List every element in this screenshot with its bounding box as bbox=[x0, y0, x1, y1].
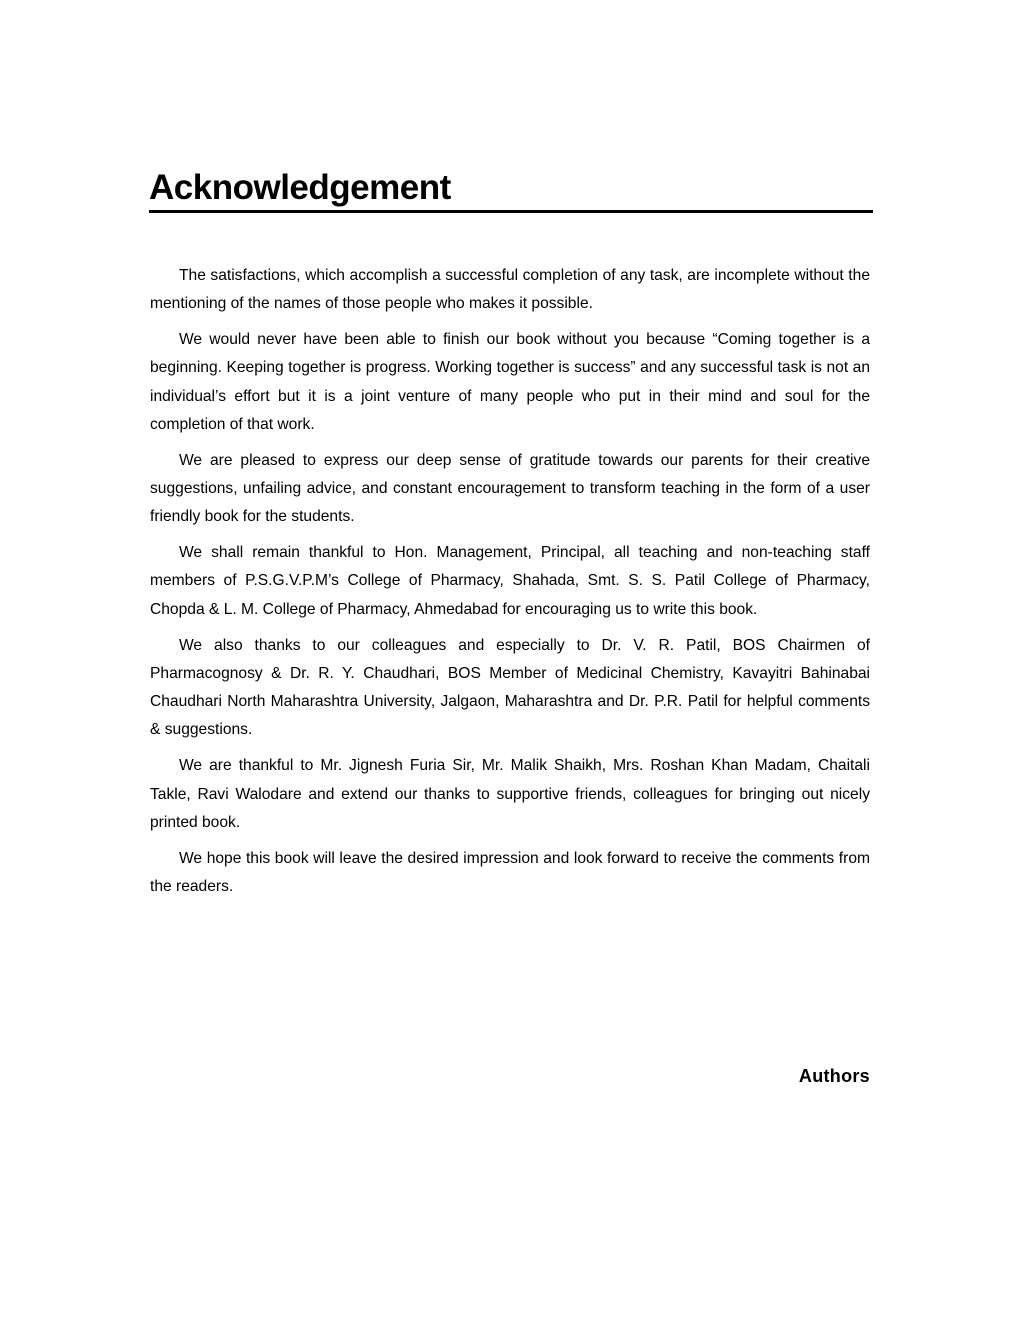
page-title: Acknowledgement bbox=[149, 166, 873, 213]
paragraph: We shall remain thankful to Hon. Management, Principal, all teaching and non-teaching staff members of P.S.G.V.P.M’s College of Pharmacy, Shahada, Smt. S. S. Patil College of Pharmacy, Chopda & L. M. College of Pharmacy, Ahmedabad for encouraging us to write this book. bbox=[150, 544, 870, 618]
paragraph: We would never have been able to finish our book without you because “Coming together is a beginning. Keeping together is progress. Working together is success” and any successful task is not an individual’s effort but it is a joint venture of many people who put in their mind and soul for the completion of that work. bbox=[150, 331, 870, 433]
authors-signature: Authors bbox=[798, 1066, 870, 1086]
paragraph: We are thankful to Mr. Jignesh Furia Sir, Mr. Malik Shaikh, Mrs. Roshan Khan Madam, Chaitali Takle, Ravi Walodare and extend our thanks to supportive friends, colleagues for bringing out nicely printed book. bbox=[150, 757, 870, 831]
paragraph: We also thanks to our colleagues and especially to Dr. V. R. Patil, BOS Chairmen of Pharmacognosy & Dr. R. Y. Chaudhari, BOS Member of Medicinal Chemistry, Kavayitri Bahinabai Chaudhari North Maharashtra University, Jalgaon, Maharashtra and Dr. P.R. Patil for helpful comments & suggestions. bbox=[150, 636, 870, 739]
acknowledgement-body bbox=[150, 262, 870, 909]
paragraph: The satisfactions, which accomplish a successful completion of any task, are incomplete without the mentioning of the names of those people who makes it possible. bbox=[150, 267, 870, 313]
paragraph: We hope this book will leave the desired impression and look forward to receive the comments from the readers. bbox=[150, 849, 870, 895]
paragraph: We are pleased to express our deep sense of gratitude towards our parents for their creative suggestions, unfailing advice, and constant encouragement to transform teaching in the form of a user friendly book for the students. bbox=[150, 451, 870, 526]
